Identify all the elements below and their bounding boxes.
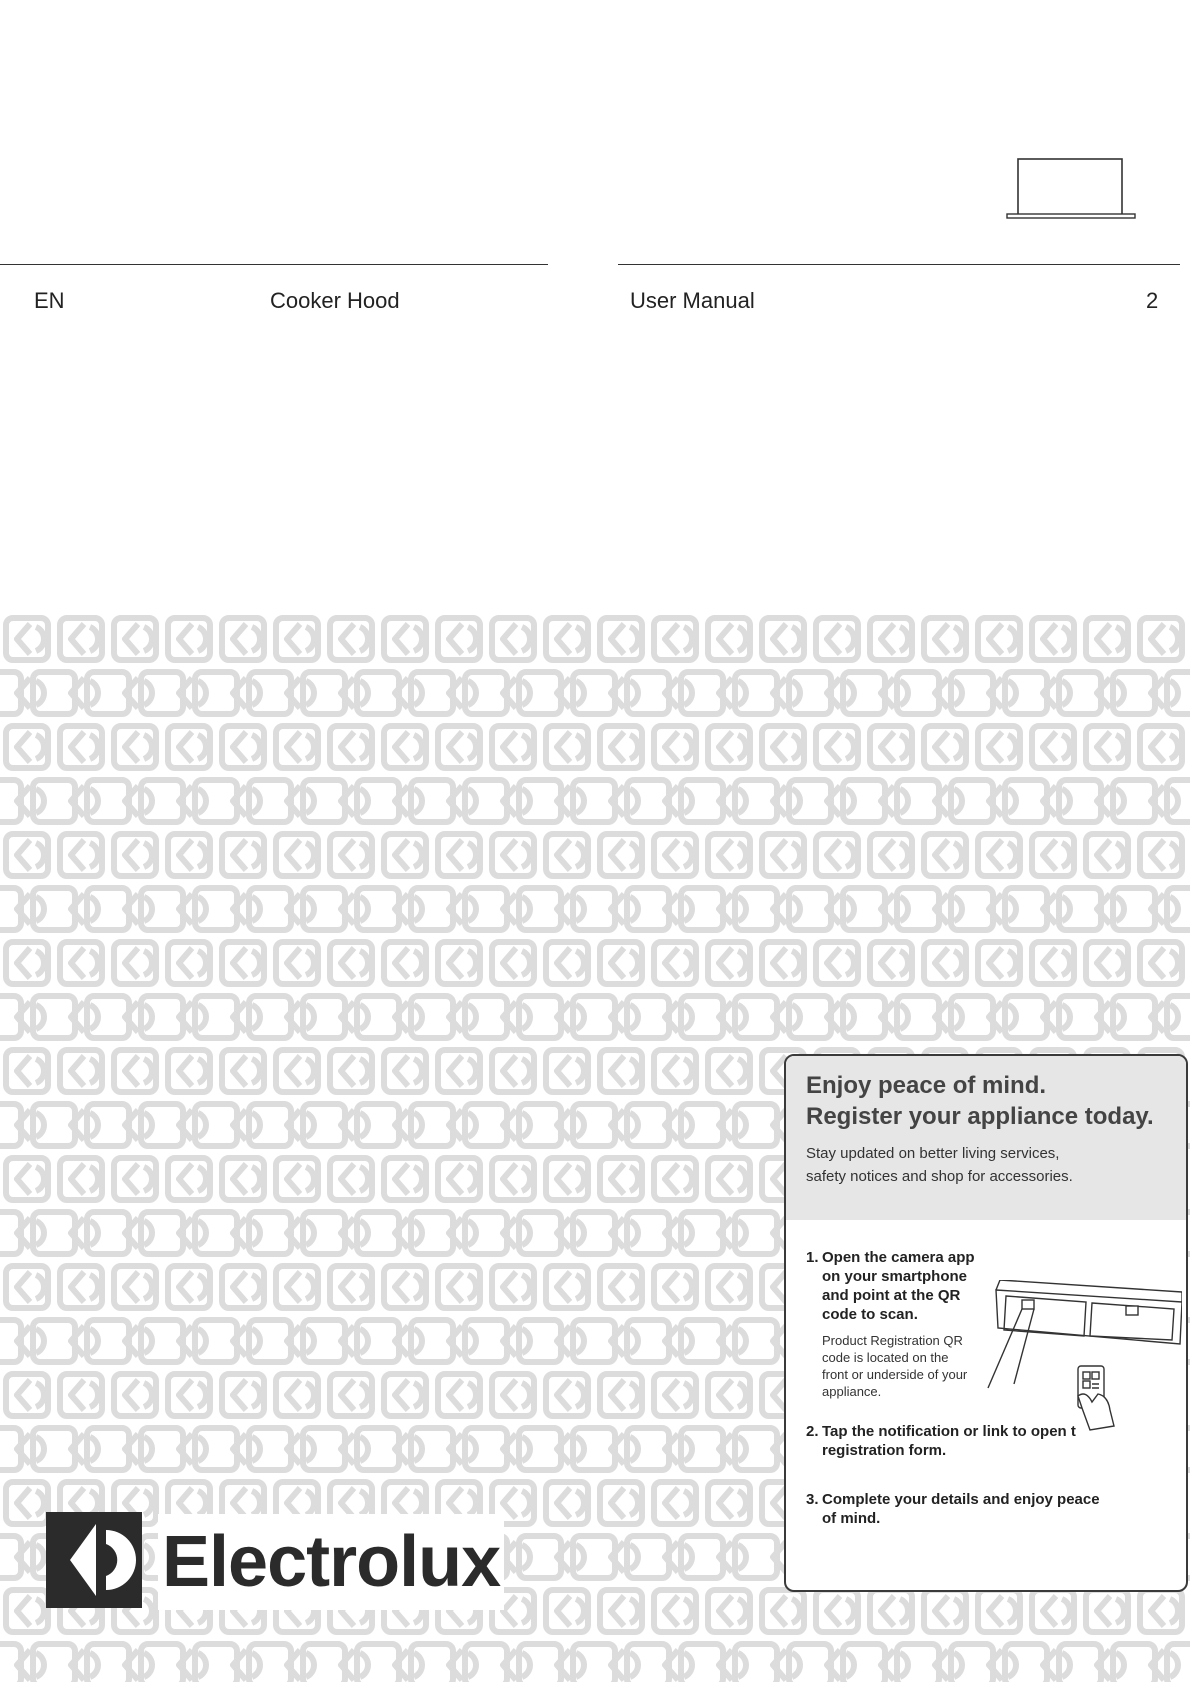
registration-step-1 — [806, 1248, 975, 1324]
step-2-line: Tap the notification or link to open t — [822, 1423, 1076, 1440]
product-name: Cooker Hood — [270, 288, 400, 313]
registration-header — [786, 1056, 1186, 1220]
step-3-line: Complete your details and enjoy peace — [822, 1491, 1100, 1508]
step-1-line: code to scan. — [822, 1306, 918, 1323]
note-line: appliance. — [822, 1384, 882, 1399]
step-1-line: and point at the QR — [822, 1287, 961, 1304]
step-3-line: of mind. — [822, 1510, 881, 1527]
registration-title — [806, 1070, 1168, 1132]
brand-wordmark: Electrolux — [158, 1514, 504, 1610]
registration-step-3 — [806, 1490, 1100, 1528]
language-code: EN — [34, 288, 65, 313]
registration-title-line2: Register your appliance today. — [806, 1103, 1154, 1130]
header-rule-right — [618, 264, 1180, 265]
step-number: 2. — [806, 1423, 819, 1440]
step-2-line: registration form. — [822, 1442, 947, 1459]
registration-subtitle — [806, 1142, 1168, 1188]
step-number: 1. — [806, 1249, 819, 1266]
step-1-line: Open the camera app — [822, 1249, 975, 1266]
registration-subtitle-line2: safety notices and shop for accessories. — [806, 1168, 1073, 1185]
document-type: User Manual — [630, 288, 755, 313]
hood-qr-illustration — [986, 1280, 1182, 1440]
header-rule-left — [0, 264, 548, 265]
electrolux-logo — [46, 1512, 142, 1608]
note-line: Product Registration QR — [822, 1333, 963, 1348]
qr-location-note — [822, 1332, 992, 1400]
cooker-hood-icon — [1006, 156, 1136, 220]
note-line: front or underside of your — [822, 1367, 968, 1382]
registration-card — [784, 1054, 1188, 1592]
registration-title-line1: Enjoy peace of mind. — [806, 1072, 1047, 1099]
note-line: code is located on the — [822, 1350, 949, 1365]
page-number: 2 — [1146, 288, 1159, 313]
step-number: 3. — [806, 1491, 819, 1508]
registration-step-2 — [806, 1422, 1076, 1460]
step-1-line: on your smartphone — [822, 1268, 968, 1285]
registration-subtitle-line1: Stay updated on better living services, — [806, 1145, 1060, 1162]
